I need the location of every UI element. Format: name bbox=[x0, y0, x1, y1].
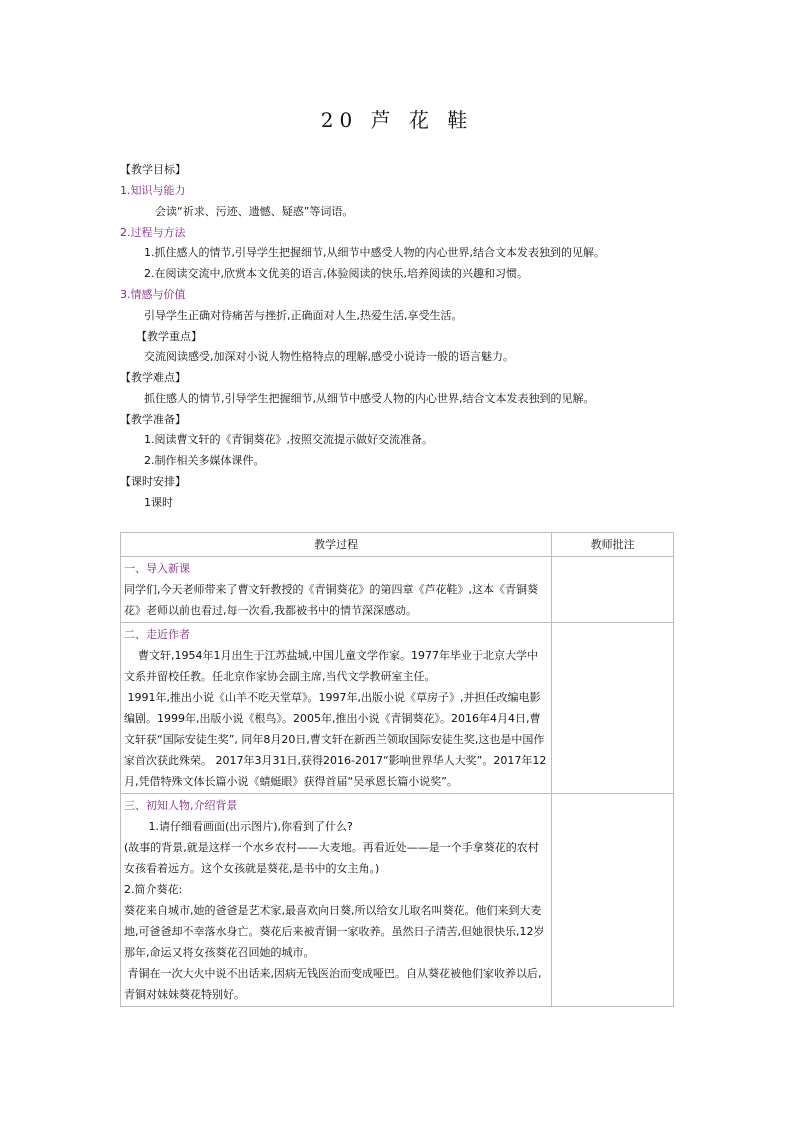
key-heading: 【教学重点】 bbox=[136, 330, 202, 343]
schedule-text: 1课时 bbox=[144, 496, 173, 509]
prep-item-1: 1.阅读曹文轩的《青铜葵花》,按照交流提示做好交流准备。 bbox=[144, 433, 433, 446]
knowledge-text: 会读“祈求、污迹、遗憾、疑惑”等词语。 bbox=[155, 205, 354, 218]
notes-cell-1 bbox=[552, 557, 674, 623]
section-2-para-1: 曹文轩,1954年1月出生于江苏盐城,中国儿童文学作家。1977年毕业于北京大学中文系并留校任教。任北京作家协会副主席,当代文学教研室主任。 bbox=[124, 649, 538, 683]
teaching-process-table bbox=[120, 532, 674, 1007]
knowledge-label: 1.知识与能力 bbox=[120, 184, 186, 197]
method-text-2: 2.在阅读交流中,欣赏本文优美的语言,体验阅读的快乐,培养阅读的兴趣和习惯。 bbox=[144, 267, 528, 280]
objectives-heading: 【教学目标】 bbox=[120, 163, 186, 176]
difficulty-heading: 【教学难点】 bbox=[120, 371, 186, 384]
difficulty-text: 抓住感人的情节,引导学生把握细节,从细节中感受人物的内心世界,结合文本发表独到的见解。 bbox=[144, 392, 595, 405]
section-3-cell bbox=[121, 794, 552, 1007]
section-2-cell bbox=[121, 623, 552, 794]
prep-heading: 【教学准备】 bbox=[120, 413, 186, 426]
page-title: 20 芦 花 鞋 bbox=[320, 108, 474, 132]
notes-cell-2 bbox=[552, 623, 674, 794]
section-3-title: 三、初知人物,介绍背景 bbox=[124, 799, 238, 812]
section-3-para-4: 葵花来自城市,她的爸爸是艺术家,最喜欢向日葵,所以给女儿取名叫葵花。他们来到大麦地,可爸爸却不幸落水身亡。葵花后来被青铜一家收养。虽然日子清苦,但她很快乐,12岁那年,命运又将女孩葵花召回她的城市。 bbox=[124, 904, 545, 959]
prep-item-2: 2.制作相关多媒体课件。 bbox=[144, 454, 265, 467]
col-header-notes: 教师批注 bbox=[552, 533, 674, 557]
notes-cell-3 bbox=[552, 794, 674, 1007]
section-2-title: 二、走近作者 bbox=[124, 628, 190, 641]
section-2-para-2: 1991年,推出小说《山羊不吃天堂草》。1997年,出版小说《草房子》,并担任改编电影编剧。1999年,出版小说《根鸟》。2005年,推出小说《青铜葵花》。2016年4月4日,曹文轩获“国际安徒生奖”, 同年8月20日,曹文轩在新西兰领取国际安徒生奖,这也是中国作家首次获此殊荣。 2017年3月31日,获得2016-2017“影响世界华人大奖”。2017年12月,凭借特殊文体长篇小说《蜻蜓眼》获得首届“吴承恩长篇小说奖”。 bbox=[124, 691, 547, 788]
section-1-cell bbox=[121, 557, 552, 623]
method-label: 2.过程与方法 bbox=[120, 226, 186, 239]
section-1-text: 同学们,今天老师带来了曹文轩教授的《青铜葵花》的第四章《芦花鞋》,这本《青铜葵花》老师以前也看过,每一次看,我都被书中的情节深深感动。 bbox=[124, 583, 538, 617]
emotion-label: 3.情感与价值 bbox=[120, 288, 186, 301]
table-row bbox=[121, 557, 674, 623]
section-3-para-2: (故事的背景,就是这样一个水乡农村——大麦地。再看近处——是一个手拿葵花的农村女孩看着远方。这个女孩就是葵花,是书中的女主角。) bbox=[124, 841, 539, 875]
section-3-para-1: 1.请仔细看画面(出示图片),你看到了什么? bbox=[124, 820, 353, 833]
table-header-row bbox=[121, 533, 674, 557]
table-row bbox=[121, 794, 674, 1007]
section-3-para-3: 2.简介葵花: bbox=[124, 883, 183, 896]
table-row bbox=[121, 623, 674, 794]
schedule-heading: 【课时安排】 bbox=[120, 475, 186, 488]
col-header-process: 教学过程 bbox=[121, 533, 552, 557]
section-3-para-5: 青铜在一次大火中说不出话来,因病无钱医治而变成哑巴。自从葵花被他们家收养以后,青铜对妹妹葵花特别好。 bbox=[124, 967, 542, 1001]
section-1-title: 一、导入新课 bbox=[124, 562, 190, 575]
key-text: 交流阅读感受,加深对小说人物性格特点的理解,感受小说诗一般的语言魅力。 bbox=[144, 350, 514, 363]
emotion-text: 引导学生正确对待痛苦与挫折,正确面对人生,热爱生活,享受生活。 bbox=[144, 309, 463, 322]
method-text-1: 1.抓住感人的情节,引导学生把握细节,从细节中感受人物的内心世界,结合文本发表独到的见解。 bbox=[144, 246, 605, 259]
